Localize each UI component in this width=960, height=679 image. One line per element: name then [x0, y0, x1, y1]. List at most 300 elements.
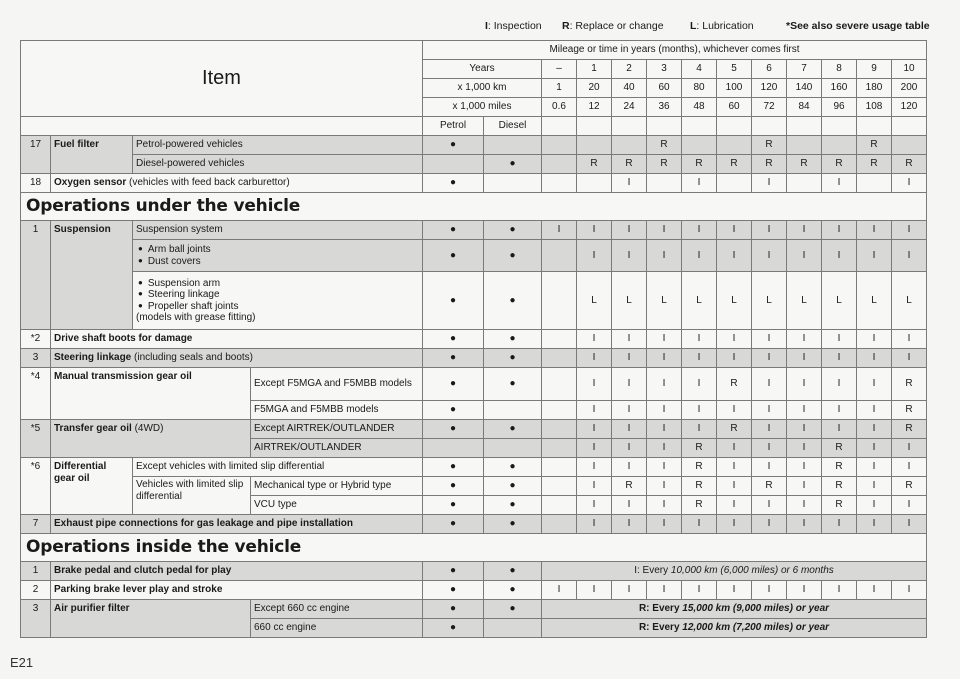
petrol-mark	[423, 439, 484, 458]
interval-note	[542, 600, 927, 619]
section-title-inside: Operations inside the vehicle	[21, 534, 927, 562]
interval-cell: I	[857, 221, 892, 240]
interval-cell	[542, 136, 577, 155]
interval-cell: I	[717, 240, 752, 272]
diesel-mark: ●	[484, 221, 542, 240]
blank	[752, 117, 787, 136]
item-name: Suspension	[51, 221, 133, 330]
interval-cell: I	[577, 349, 612, 368]
interval-cell: I	[717, 349, 752, 368]
petrol-mark: ●	[423, 496, 484, 515]
interval-cell: 6	[752, 60, 787, 79]
interval-cell: I	[717, 439, 752, 458]
section-title-under: Operations under the vehicle	[21, 193, 927, 221]
table-row	[21, 174, 927, 193]
sub-item: Except F5MGA and F5MBB models	[251, 368, 423, 401]
interval-cell: I	[682, 330, 717, 349]
interval-cell: 72	[752, 98, 787, 117]
interval-cell: I	[857, 420, 892, 439]
interval-cell: 7	[787, 60, 822, 79]
interval-cell: R	[647, 136, 682, 155]
diesel-mark	[484, 136, 542, 155]
interval-cell: L	[787, 272, 822, 330]
sub-item: VCU type	[251, 496, 423, 515]
interval-cell: I	[577, 477, 612, 496]
item-number: 17	[21, 136, 51, 174]
interval-cell: I	[612, 420, 647, 439]
item-name: Differential gear oil	[51, 458, 133, 515]
interval-cell: I	[752, 439, 787, 458]
interval-cell: I	[822, 515, 857, 534]
interval-cell: I	[577, 240, 612, 272]
interval-cell	[542, 458, 577, 477]
interval-cell: I	[892, 174, 927, 193]
interval-cell	[542, 401, 577, 420]
interval-cell: 2	[612, 60, 647, 79]
item-header: Item	[21, 41, 423, 117]
interval-cell: I	[577, 401, 612, 420]
interval-cell: R	[682, 477, 717, 496]
blank	[717, 117, 752, 136]
interval-cell: I	[682, 401, 717, 420]
interval-cell: I	[682, 368, 717, 401]
interval-cell: I	[752, 496, 787, 515]
interval-cell	[542, 155, 577, 174]
interval-cell: I	[647, 240, 682, 272]
diesel-mark: ●	[484, 420, 542, 439]
interval-cell: I	[647, 401, 682, 420]
diesel-mark: ●	[484, 496, 542, 515]
interval-cell: R	[822, 477, 857, 496]
item-name: Exhaust pipe connections for gas leakage and pipe installation	[51, 515, 423, 534]
petrol-mark: ●	[423, 240, 484, 272]
interval-cell: R	[682, 458, 717, 477]
interval-cell: I	[822, 349, 857, 368]
interval-cell: I	[647, 420, 682, 439]
interval-cell: 140	[787, 79, 822, 98]
interval-cell: I	[612, 401, 647, 420]
blank	[542, 117, 577, 136]
interval-cell: I	[892, 439, 927, 458]
note-prefix: R: Every	[638, 603, 683, 615]
mileage-title: Mileage or time in years (months), whichever comes first	[423, 41, 927, 60]
interval-cell: I	[612, 439, 647, 458]
item-name: Brake pedal and clutch pedal for play	[51, 562, 423, 581]
list-item: ● Propeller shaft joints	[138, 301, 419, 313]
table-row	[21, 581, 927, 600]
interval-note	[542, 619, 927, 638]
interval-cell: I	[612, 368, 647, 401]
blank	[647, 117, 682, 136]
interval-cell: I	[822, 581, 857, 600]
interval-cell: I	[647, 439, 682, 458]
interval-cell: 200	[892, 79, 927, 98]
interval-cell: 10	[892, 60, 927, 79]
sub-item: Petrol-powered vehicles	[133, 136, 423, 155]
interval-cell: I	[892, 515, 927, 534]
table-row	[21, 420, 927, 439]
interval-cell	[682, 136, 717, 155]
item-number: 7	[21, 515, 51, 534]
interval-cell: I	[577, 420, 612, 439]
interval-cell: I	[752, 420, 787, 439]
interval-cell: L	[752, 272, 787, 330]
interval-cell: I	[857, 581, 892, 600]
list-item: ● Steering linkage	[138, 289, 419, 301]
interval-cell: I	[682, 221, 717, 240]
table-row	[21, 534, 927, 562]
interval-cell: R	[857, 155, 892, 174]
interval-cell: R	[717, 155, 752, 174]
interval-cell	[787, 136, 822, 155]
interval-cell: L	[857, 272, 892, 330]
interval-cell: 160	[822, 79, 857, 98]
interval-cell: L	[577, 272, 612, 330]
interval-cell: I	[857, 477, 892, 496]
sub-item: Except 660 cc engine	[251, 600, 423, 619]
interval-cell: I	[752, 581, 787, 600]
interval-cell: 36	[647, 98, 682, 117]
diesel-mark: ●	[484, 458, 542, 477]
blank	[892, 117, 927, 136]
item-name: Air purifier filter	[51, 600, 251, 638]
diesel-mark: ●	[484, 240, 542, 272]
table-row	[21, 330, 927, 349]
interval-cell: I	[682, 174, 717, 193]
interval-cell: I	[822, 401, 857, 420]
interval-cell: I	[752, 368, 787, 401]
blank	[682, 117, 717, 136]
sub-item: Suspension system	[133, 221, 423, 240]
interval-cell: I	[822, 368, 857, 401]
interval-cell: I	[787, 330, 822, 349]
interval-cell: R	[822, 458, 857, 477]
interval-cell: I	[577, 368, 612, 401]
interval-cell: I	[752, 515, 787, 534]
interval-cell: I	[682, 349, 717, 368]
interval-cell: I	[787, 477, 822, 496]
interval-cell: I	[857, 368, 892, 401]
legend-replace: R: Replace or change	[562, 20, 664, 32]
interval-cell: R	[647, 155, 682, 174]
sub-item: F5MGA and F5MBB models	[251, 401, 423, 420]
interval-cell: R	[822, 155, 857, 174]
interval-cell: 40	[612, 79, 647, 98]
interval-cell: –	[542, 60, 577, 79]
interval-cell: 24	[612, 98, 647, 117]
legend-lubrication: L: Lubrication	[690, 20, 754, 32]
table-row	[21, 41, 927, 60]
interval-cell: 5	[717, 60, 752, 79]
interval-cell: 1	[577, 60, 612, 79]
blank	[787, 117, 822, 136]
interval-cell: I	[542, 221, 577, 240]
interval-cell: 9	[857, 60, 892, 79]
interval-cell: I	[752, 221, 787, 240]
interval-cell	[647, 174, 682, 193]
interval-cell: I	[612, 496, 647, 515]
interval-cell: 180	[857, 79, 892, 98]
item-name-cell	[51, 420, 251, 458]
item-name: Parking brake lever play and stroke	[51, 581, 423, 600]
interval-cell	[542, 439, 577, 458]
diesel-mark	[484, 401, 542, 420]
interval-cell: L	[717, 272, 752, 330]
sub-item-note: (models with grease fitting)	[136, 312, 256, 323]
table-row	[21, 368, 927, 401]
petrol-mark: ●	[423, 458, 484, 477]
item-name: Drive shaft boots for damage	[51, 330, 423, 349]
table-row	[21, 477, 927, 496]
interval-cell	[787, 174, 822, 193]
interval-cell	[717, 136, 752, 155]
petrol-mark: ●	[423, 330, 484, 349]
interval-cell: I	[892, 458, 927, 477]
interval-cell: I	[717, 496, 752, 515]
item-name: Steering linkage	[54, 352, 132, 364]
interval-cell: I	[647, 349, 682, 368]
interval-cell: I	[857, 401, 892, 420]
interval-cell: R	[857, 136, 892, 155]
note-prefix: R: Every	[638, 622, 683, 634]
interval-cell	[542, 272, 577, 330]
interval-cell: I	[752, 458, 787, 477]
interval-cell: I	[787, 368, 822, 401]
item-number: 1	[21, 562, 51, 581]
diesel-mark: ●	[484, 477, 542, 496]
item-name: Fuel filter	[51, 136, 133, 174]
table-row	[21, 117, 927, 136]
interval-note	[542, 562, 927, 581]
interval-cell	[857, 174, 892, 193]
legend	[480, 20, 940, 36]
interval-cell: I	[857, 240, 892, 272]
item-number: 2	[21, 581, 51, 600]
interval-cell: 80	[682, 79, 717, 98]
diesel-mark: ●	[484, 515, 542, 534]
interval-cell: R	[682, 439, 717, 458]
interval-cell	[542, 240, 577, 272]
diesel-header: Diesel	[484, 117, 542, 136]
interval-cell	[542, 515, 577, 534]
blank	[612, 117, 647, 136]
interval-cell	[542, 368, 577, 401]
interval-cell: 108	[857, 98, 892, 117]
table-row	[21, 136, 927, 155]
interval-cell: I	[787, 420, 822, 439]
petrol-mark: ●	[423, 401, 484, 420]
interval-cell: I	[577, 330, 612, 349]
item-name: Transfer gear oil	[54, 423, 132, 434]
maintenance-table	[20, 40, 927, 638]
interval-cell: I	[892, 349, 927, 368]
interval-cell: I	[577, 458, 612, 477]
interval-cell: I	[822, 240, 857, 272]
interval-cell: I	[892, 581, 927, 600]
interval-cell: I	[612, 330, 647, 349]
item-name-detail: (vehicles with feed back carburettor)	[126, 177, 290, 189]
interval-cell	[542, 349, 577, 368]
interval-cell: I	[892, 496, 927, 515]
petrol-mark: ●	[423, 136, 484, 155]
interval-cell: I	[577, 439, 612, 458]
interval-cell: I	[787, 401, 822, 420]
interval-cell: I	[647, 221, 682, 240]
petrol-header: Petrol	[423, 117, 484, 136]
interval-cell: 0.6	[542, 98, 577, 117]
interval-cell: I	[892, 240, 927, 272]
interval-cell	[822, 136, 857, 155]
interval-cell: I	[647, 477, 682, 496]
blank	[822, 117, 857, 136]
petrol-mark: ●	[423, 477, 484, 496]
interval-cell: 84	[787, 98, 822, 117]
interval-cell: I	[787, 240, 822, 272]
interval-cell: I	[752, 174, 787, 193]
item-name-detail: (including seals and boots)	[131, 352, 253, 364]
page-number: E21	[10, 655, 34, 670]
legend-severe-note: *See also severe usage table	[786, 20, 930, 32]
interval-cell: I	[612, 515, 647, 534]
interval-cell: I	[822, 174, 857, 193]
interval-cell: 96	[822, 98, 857, 117]
interval-cell: I	[752, 240, 787, 272]
interval-cell: 12	[577, 98, 612, 117]
interval-cell: I	[647, 581, 682, 600]
diesel-mark: ●	[484, 600, 542, 619]
interval-cell: I	[682, 420, 717, 439]
petrol-mark: ●	[423, 562, 484, 581]
interval-cell	[542, 477, 577, 496]
note-interval: 12,000 km (7,200 miles) or year	[682, 622, 830, 634]
interval-cell: R	[752, 136, 787, 155]
blank	[857, 117, 892, 136]
interval-cell: R	[682, 496, 717, 515]
interval-cell: R	[892, 401, 927, 420]
interval-cell: 20	[577, 79, 612, 98]
item-number: 18	[21, 174, 51, 193]
petrol-mark: ●	[423, 581, 484, 600]
list-item: ● Arm ball joints	[138, 244, 419, 256]
table-row	[21, 221, 927, 240]
interval-cell: I	[717, 221, 752, 240]
diesel-mark: ●	[484, 581, 542, 600]
table-row	[21, 458, 927, 477]
interval-cell	[612, 136, 647, 155]
interval-cell: R	[892, 420, 927, 439]
interval-cell: I	[822, 420, 857, 439]
interval-cell	[542, 420, 577, 439]
interval-cell: I	[612, 174, 647, 193]
interval-cell: I	[717, 477, 752, 496]
petrol-mark: ●	[423, 174, 484, 193]
interval-cell: 3	[647, 60, 682, 79]
item-name-detail: (4WD)	[131, 423, 164, 434]
interval-cell	[892, 136, 927, 155]
item-name-cell	[51, 349, 423, 368]
interval-cell: I	[752, 401, 787, 420]
table-row	[21, 600, 927, 619]
interval-cell: I	[577, 496, 612, 515]
item-number: *2	[21, 330, 51, 349]
diesel-mark: ●	[484, 272, 542, 330]
petrol-mark: ●	[423, 600, 484, 619]
petrol-mark: ●	[423, 349, 484, 368]
miles-label: x 1,000 miles	[423, 98, 542, 117]
item-number: 3	[21, 600, 51, 638]
item-name: Manual transmission gear oil	[51, 368, 251, 420]
item-number: *6	[21, 458, 51, 515]
interval-cell: I	[717, 515, 752, 534]
interval-cell: I	[892, 221, 927, 240]
sub-item-list	[133, 272, 423, 330]
interval-cell: R	[577, 155, 612, 174]
item-number: 1	[21, 221, 51, 330]
interval-cell: R	[822, 496, 857, 515]
item-number: *5	[21, 420, 51, 458]
sub-item: Except AIRTREK/OUTLANDER	[251, 420, 423, 439]
interval-cell: I	[647, 368, 682, 401]
interval-cell: R	[787, 155, 822, 174]
years-label: Years	[423, 60, 542, 79]
petrol-mark: ●	[423, 221, 484, 240]
item-number: 3	[21, 349, 51, 368]
sub-item: Except vehicles with limited slip differential	[133, 458, 423, 477]
interval-cell: I	[682, 515, 717, 534]
list-item: ● Suspension arm	[138, 278, 419, 290]
note-interval: 10,000 km (6,000 miles) or 6 months	[670, 565, 834, 577]
interval-cell: R	[717, 420, 752, 439]
interval-cell: 120	[892, 98, 927, 117]
interval-cell: 60	[647, 79, 682, 98]
petrol-mark	[423, 155, 484, 174]
interval-cell: I	[717, 458, 752, 477]
sub-item: Diesel-powered vehicles	[133, 155, 423, 174]
diesel-mark	[484, 619, 542, 638]
interval-cell	[717, 174, 752, 193]
interval-cell: I	[682, 581, 717, 600]
petrol-mark: ●	[423, 272, 484, 330]
interval-cell: 8	[822, 60, 857, 79]
list-item: ● Dust covers	[138, 256, 419, 268]
interval-cell: I	[647, 515, 682, 534]
petrol-mark: ●	[423, 619, 484, 638]
sub-item: Mechanical type or Hybrid type	[251, 477, 423, 496]
interval-cell: I	[787, 458, 822, 477]
interval-cell: I	[647, 330, 682, 349]
interval-cell: L	[647, 272, 682, 330]
legend-inspection: I: Inspection	[485, 20, 542, 32]
table-row	[21, 562, 927, 581]
interval-cell: I	[752, 349, 787, 368]
interval-cell: 100	[717, 79, 752, 98]
item-name: Oxygen sensor	[54, 177, 127, 189]
interval-cell: I	[787, 581, 822, 600]
item-name-cell	[51, 174, 423, 193]
interval-cell: I	[787, 439, 822, 458]
interval-cell: I	[857, 496, 892, 515]
interval-cell: I	[647, 496, 682, 515]
diesel-mark: ●	[484, 349, 542, 368]
interval-cell: 60	[717, 98, 752, 117]
interval-cell: R	[717, 368, 752, 401]
interval-cell: I	[822, 330, 857, 349]
interval-cell: I	[682, 240, 717, 272]
diesel-mark: ●	[484, 155, 542, 174]
interval-cell	[542, 174, 577, 193]
sub-item: AIRTREK/OUTLANDER	[251, 439, 423, 458]
interval-cell: R	[612, 477, 647, 496]
